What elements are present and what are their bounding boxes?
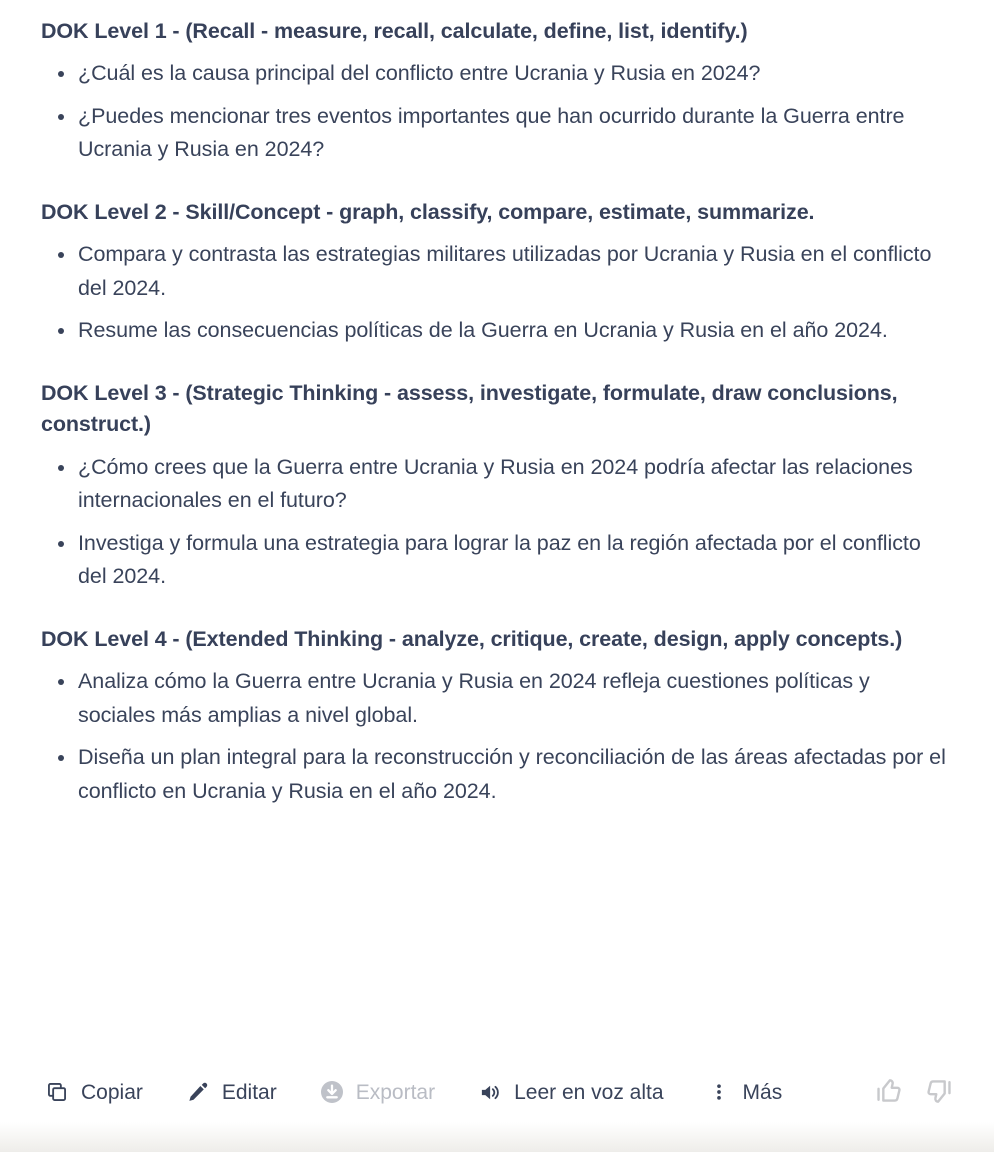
thumbs-down-icon — [922, 1075, 954, 1110]
list-item-text: Analiza cómo la Guerra entre Ucrania y Rusia en 2024 refleja cuestiones políticas y sociales más amplias a nivel global. — [78, 669, 870, 727]
bullet-icon — [58, 541, 64, 547]
list-item — [41, 665, 946, 732]
thumbs-down-button[interactable] — [918, 1071, 958, 1114]
list-item — [41, 527, 946, 594]
dok-level-4-list — [41, 665, 946, 808]
thumbs-up-button[interactable] — [870, 1071, 910, 1114]
bullet-icon — [58, 328, 64, 334]
list-item — [41, 314, 946, 348]
edit-label: Editar — [221, 1080, 277, 1104]
dok-level-1-list — [41, 57, 946, 167]
vertical-dots-icon — [706, 1079, 732, 1105]
toolbar-primary-actions — [38, 1073, 870, 1111]
bullet-icon — [58, 71, 64, 77]
list-item-text: Diseña un plan integral para la reconstrucción y reconciliación de las áreas afectadas por el conflicto en Ucrania y Rusia en el año 2024. — [78, 745, 946, 803]
dok-section-1 — [41, 16, 946, 167]
bullet-icon — [58, 679, 64, 685]
list-item-text: Resume las consecuencias políticas de la Guerra en Ucrania y Rusia en el año 2024. — [78, 318, 888, 343]
dok-level-2-heading: DOK Level 2 - Skill/Concept - graph, classify, compare, estimate, summarize. — [41, 199, 815, 224]
list-item-text: ¿Puedes mencionar tres eventos importantes que han ocurrido durante la Guerra entre Ucrania y Rusia en 2024? — [78, 103, 905, 162]
dok-section-4 — [41, 624, 946, 809]
bullet-icon — [58, 114, 64, 120]
read-aloud-label: Leer en voz alta — [514, 1080, 664, 1104]
thumbs-up-icon — [874, 1075, 906, 1110]
dok-section-2 — [41, 197, 946, 348]
list-item — [41, 451, 946, 518]
more-label: Más — [742, 1080, 783, 1104]
dok-level-1-heading: DOK Level 1 - (Recall - measure, recall, calculate, define, list, identify.) — [41, 19, 748, 43]
export-button[interactable] — [313, 1073, 449, 1111]
copy-button[interactable] — [38, 1073, 157, 1111]
list-item — [41, 741, 946, 808]
list-item-text: ¿Cómo crees que la Guerra entre Ucrania y Rusia en 2024 podría afectar las relaciones internacionales en el futuro? — [78, 454, 913, 513]
edit-button[interactable] — [179, 1073, 291, 1111]
list-item-text: Compara y contrasta las estrategias militares utilizadas por Ucrania y Rusia en el conflicto del 2024. — [78, 242, 932, 300]
list-item-text: Investiga y formula una estrategia para lograr la paz en la región afectada por el conflicto del 2024. — [78, 530, 921, 589]
bullet-icon — [58, 465, 64, 471]
dok-level-3-list — [41, 451, 946, 594]
list-item — [41, 57, 946, 91]
toolbar-feedback-actions — [870, 1071, 958, 1114]
export-label: Exportar — [355, 1080, 436, 1104]
bullet-icon — [58, 755, 64, 761]
speaker-icon — [477, 1079, 503, 1105]
copy-icon — [44, 1079, 70, 1105]
dok-level-2-list — [41, 238, 946, 348]
bullet-icon — [58, 252, 64, 258]
list-item-text: ¿Cuál es la causa principal del conflicto entre Ucrania y Rusia en 2024? — [78, 61, 761, 86]
dok-level-3-heading: DOK Level 3 - (Strategic Thinking - assess, investigate, formulate, draw conclusions, construct.) — [41, 380, 898, 437]
dok-section-3 — [41, 378, 946, 594]
download-circle-icon — [319, 1079, 345, 1105]
dok-level-4-heading: DOK Level 4 - (Extended Thinking - analyze, critique, create, design, apply concepts.) — [41, 626, 903, 651]
more-button[interactable] — [700, 1073, 797, 1111]
copy-label: Copiar — [81, 1080, 143, 1104]
pencil-icon — [185, 1079, 211, 1105]
message-action-toolbar — [0, 1064, 994, 1120]
list-item — [41, 238, 946, 305]
read-aloud-button[interactable] — [471, 1073, 677, 1111]
list-item — [41, 100, 946, 167]
